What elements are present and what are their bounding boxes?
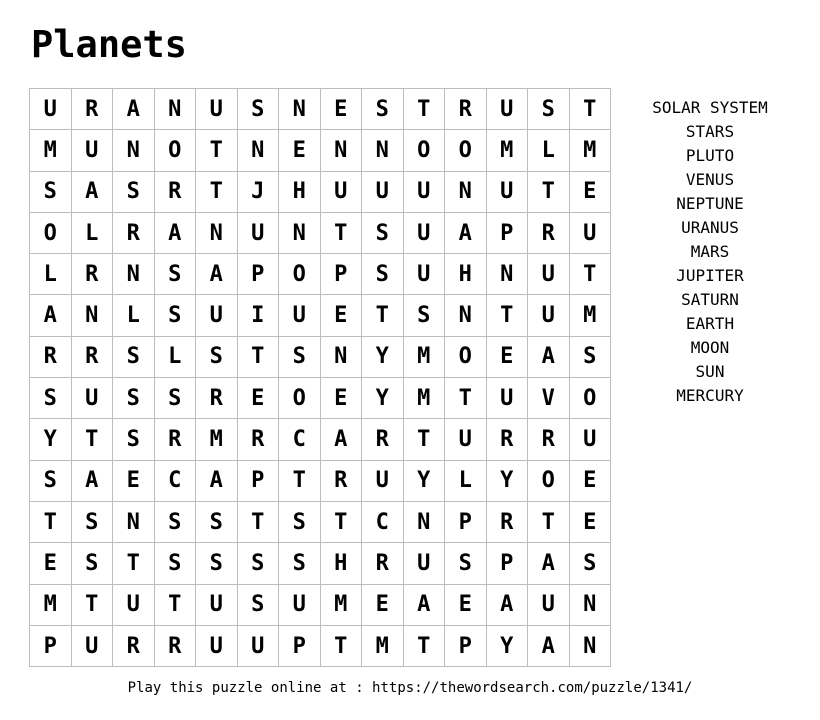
grid-cell[interactable]: U: [445, 419, 487, 460]
grid-cell[interactable]: U: [487, 378, 529, 419]
grid-cell[interactable]: L: [30, 254, 72, 295]
word-list-item: SUN: [695, 362, 725, 381]
grid-cell[interactable]: H: [321, 543, 363, 584]
grid-cell[interactable]: E: [570, 461, 612, 502]
word-list-item: SOLAR SYSTEM: [652, 98, 768, 117]
grid-cell[interactable]: N: [445, 295, 487, 336]
grid-cell[interactable]: T: [155, 585, 197, 626]
grid-cell[interactable]: U: [570, 419, 612, 460]
grid-cell[interactable]: T: [238, 502, 280, 543]
grid-cell[interactable]: M: [30, 585, 72, 626]
grid-cell[interactable]: P: [487, 543, 529, 584]
footer-link-text: Play this puzzle online at : https://thewordsearch.com/puzzle/1341/: [127, 680, 693, 696]
grid-cell[interactable]: T: [30, 502, 72, 543]
grid-cell[interactable]: O: [279, 254, 321, 295]
grid-cell[interactable]: T: [404, 419, 446, 460]
grid-cell[interactable]: L: [113, 295, 155, 336]
grid-cell[interactable]: U: [528, 254, 570, 295]
grid-cell[interactable]: U: [404, 254, 446, 295]
grid-cell[interactable]: A: [155, 213, 197, 254]
grid-cell[interactable]: N: [570, 626, 612, 667]
grid-cell[interactable]: L: [155, 337, 197, 378]
grid-cell[interactable]: T: [404, 89, 446, 130]
grid-cell[interactable]: P: [238, 254, 280, 295]
grid-cell[interactable]: R: [155, 626, 197, 667]
grid-cell[interactable]: I: [238, 295, 280, 336]
word-list: [620, 96, 800, 408]
grid-cell[interactable]: T: [445, 378, 487, 419]
grid-cell[interactable]: E: [445, 585, 487, 626]
grid-cell[interactable]: M: [404, 378, 446, 419]
grid-cell[interactable]: M: [196, 419, 238, 460]
grid-cell[interactable]: S: [30, 378, 72, 419]
grid-cell[interactable]: O: [570, 378, 612, 419]
grid-cell[interactable]: T: [362, 295, 404, 336]
grid-cell[interactable]: O: [155, 130, 197, 171]
grid-cell[interactable]: N: [238, 130, 280, 171]
grid-cell[interactable]: R: [155, 419, 197, 460]
grid-cell[interactable]: S: [30, 172, 72, 213]
grid-cell[interactable]: S: [528, 89, 570, 130]
grid-cell[interactable]: E: [321, 295, 363, 336]
grid-cell[interactable]: N: [196, 213, 238, 254]
grid-cell[interactable]: U: [279, 585, 321, 626]
grid-cell[interactable]: S: [445, 543, 487, 584]
grid-cell[interactable]: U: [362, 461, 404, 502]
grid-cell[interactable]: U: [238, 626, 280, 667]
grid-cell[interactable]: U: [238, 213, 280, 254]
grid-cell[interactable]: N: [279, 89, 321, 130]
grid-cell[interactable]: H: [279, 172, 321, 213]
grid-cell[interactable]: T: [238, 337, 280, 378]
grid-cell[interactable]: U: [362, 172, 404, 213]
grid-cell[interactable]: O: [528, 461, 570, 502]
grid-cell[interactable]: T: [72, 419, 114, 460]
grid-cell[interactable]: S: [113, 172, 155, 213]
grid-cell[interactable]: S: [238, 585, 280, 626]
grid-cell[interactable]: U: [404, 213, 446, 254]
grid-cell[interactable]: N: [404, 502, 446, 543]
grid-cell[interactable]: Y: [487, 626, 529, 667]
grid-cell[interactable]: M: [570, 295, 612, 336]
grid-cell[interactable]: S: [155, 254, 197, 295]
grid-cell[interactable]: M: [404, 337, 446, 378]
word-list-item: MARS: [690, 242, 730, 261]
grid-cell[interactable]: R: [362, 543, 404, 584]
grid-cell[interactable]: R: [238, 419, 280, 460]
grid-cell[interactable]: A: [487, 585, 529, 626]
grid-cell[interactable]: U: [528, 295, 570, 336]
grid-cell[interactable]: U: [72, 626, 114, 667]
grid-cell[interactable]: V: [528, 378, 570, 419]
grid-cell[interactable]: P: [238, 461, 280, 502]
grid-cell[interactable]: S: [196, 543, 238, 584]
grid-cell[interactable]: A: [528, 337, 570, 378]
grid-cell[interactable]: P: [445, 626, 487, 667]
grid-cell[interactable]: R: [72, 254, 114, 295]
grid-cell[interactable]: P: [30, 626, 72, 667]
grid-cell[interactable]: E: [362, 585, 404, 626]
grid-cell[interactable]: T: [321, 626, 363, 667]
grid-cell[interactable]: P: [321, 254, 363, 295]
grid-cell[interactable]: Y: [362, 337, 404, 378]
grid-cell[interactable]: A: [321, 419, 363, 460]
grid-cell[interactable]: U: [196, 89, 238, 130]
word-list-item: SATURN: [681, 290, 739, 309]
grid-cell[interactable]: S: [279, 502, 321, 543]
grid-cell[interactable]: T: [279, 461, 321, 502]
grid-cell[interactable]: N: [113, 130, 155, 171]
grid-cell[interactable]: S: [362, 89, 404, 130]
grid-cell[interactable]: T: [196, 130, 238, 171]
grid-cell[interactable]: C: [362, 502, 404, 543]
word-list-item: URANUS: [681, 218, 739, 237]
grid-cell[interactable]: N: [279, 213, 321, 254]
grid-cell[interactable]: T: [404, 626, 446, 667]
word-list-item: MOON: [690, 338, 730, 357]
grid-cell[interactable]: S: [155, 295, 197, 336]
grid-cell[interactable]: R: [113, 213, 155, 254]
grid-cell[interactable]: S: [155, 378, 197, 419]
grid-cell[interactable]: L: [445, 461, 487, 502]
grid-cell[interactable]: U: [113, 585, 155, 626]
letter-grid: [29, 88, 611, 667]
grid-cell[interactable]: U: [321, 172, 363, 213]
grid-cell[interactable]: R: [528, 213, 570, 254]
grid-cell[interactable]: Y: [487, 461, 529, 502]
grid-cell[interactable]: A: [445, 213, 487, 254]
grid-cell[interactable]: C: [155, 461, 197, 502]
grid-cell[interactable]: Y: [404, 461, 446, 502]
grid-cell[interactable]: S: [404, 295, 446, 336]
grid-cell[interactable]: N: [362, 130, 404, 171]
grid-cell[interactable]: L: [72, 213, 114, 254]
grid-cell[interactable]: M: [487, 130, 529, 171]
grid-cell[interactable]: E: [487, 337, 529, 378]
word-list-item: EARTH: [685, 314, 735, 333]
grid-cell[interactable]: R: [113, 626, 155, 667]
grid-cell[interactable]: S: [72, 543, 114, 584]
grid-cell[interactable]: A: [113, 89, 155, 130]
grid-cell[interactable]: T: [528, 502, 570, 543]
word-list-item: NEPTUNE: [676, 194, 744, 213]
grid-cell[interactable]: T: [321, 213, 363, 254]
grid-cell[interactable]: N: [445, 172, 487, 213]
grid-cell[interactable]: A: [528, 626, 570, 667]
grid-cell[interactable]: R: [445, 89, 487, 130]
word-list-item: MERCURY: [676, 386, 744, 405]
grid-cell[interactable]: H: [445, 254, 487, 295]
grid-cell[interactable]: M: [321, 585, 363, 626]
grid-cell[interactable]: S: [113, 378, 155, 419]
grid-cell[interactable]: U: [196, 295, 238, 336]
grid-cell[interactable]: N: [487, 254, 529, 295]
grid-cell[interactable]: E: [321, 378, 363, 419]
grid-cell[interactable]: S: [30, 461, 72, 502]
grid-cell[interactable]: Y: [362, 378, 404, 419]
grid-cell[interactable]: U: [570, 213, 612, 254]
grid-cell[interactable]: P: [445, 502, 487, 543]
grid-cell[interactable]: O: [445, 337, 487, 378]
grid-cell[interactable]: T: [528, 172, 570, 213]
grid-cell[interactable]: N: [72, 295, 114, 336]
grid-cell[interactable]: J: [238, 172, 280, 213]
grid-cell[interactable]: N: [321, 337, 363, 378]
grid-cell[interactable]: U: [196, 585, 238, 626]
grid-cell[interactable]: T: [321, 502, 363, 543]
grid-cell[interactable]: S: [196, 502, 238, 543]
grid-cell[interactable]: U: [528, 585, 570, 626]
grid-cell[interactable]: T: [113, 543, 155, 584]
grid-cell[interactable]: N: [155, 89, 197, 130]
grid-cell[interactable]: S: [113, 337, 155, 378]
grid-cell[interactable]: S: [279, 337, 321, 378]
grid-cell[interactable]: O: [404, 130, 446, 171]
grid-cell[interactable]: U: [487, 89, 529, 130]
grid-cell[interactable]: S: [155, 543, 197, 584]
grid-cell[interactable]: T: [570, 89, 612, 130]
grid-cell[interactable]: A: [30, 295, 72, 336]
grid-cell[interactable]: A: [196, 461, 238, 502]
grid-cell[interactable]: N: [570, 585, 612, 626]
word-list-item: STARS: [685, 122, 735, 141]
grid-cell[interactable]: U: [30, 89, 72, 130]
grid-cell[interactable]: N: [321, 130, 363, 171]
grid-cell[interactable]: U: [72, 130, 114, 171]
grid-cell[interactable]: S: [570, 543, 612, 584]
grid-cell[interactable]: S: [362, 254, 404, 295]
grid-cell[interactable]: S: [570, 337, 612, 378]
grid-cell[interactable]: A: [72, 172, 114, 213]
grid-cell[interactable]: U: [72, 378, 114, 419]
grid-cell[interactable]: S: [196, 337, 238, 378]
grid-cell[interactable]: E: [238, 378, 280, 419]
grid-cell[interactable]: N: [113, 254, 155, 295]
grid-cell[interactable]: A: [72, 461, 114, 502]
grid-cell[interactable]: O: [30, 213, 72, 254]
grid-cell[interactable]: U: [487, 172, 529, 213]
grid-cell[interactable]: P: [279, 626, 321, 667]
grid-cell[interactable]: R: [155, 172, 197, 213]
grid-cell[interactable]: C: [279, 419, 321, 460]
grid-cell[interactable]: S: [72, 502, 114, 543]
grid-cell[interactable]: U: [404, 543, 446, 584]
grid-cell[interactable]: S: [238, 543, 280, 584]
grid-cell[interactable]: L: [528, 130, 570, 171]
grid-cell[interactable]: O: [279, 378, 321, 419]
grid-cell[interactable]: R: [528, 419, 570, 460]
page-title: Planets: [31, 23, 187, 66]
grid-cell[interactable]: R: [196, 378, 238, 419]
grid-cell[interactable]: R: [487, 419, 529, 460]
grid-cell[interactable]: N: [113, 502, 155, 543]
grid-cell[interactable]: E: [113, 461, 155, 502]
grid-cell[interactable]: E: [321, 89, 363, 130]
grid-cell[interactable]: E: [30, 543, 72, 584]
grid-cell[interactable]: T: [72, 585, 114, 626]
grid-cell[interactable]: E: [279, 130, 321, 171]
grid-cell[interactable]: A: [528, 543, 570, 584]
grid-cell[interactable]: R: [321, 461, 363, 502]
grid-cell[interactable]: S: [113, 419, 155, 460]
grid-cell[interactable]: P: [487, 213, 529, 254]
grid-cell[interactable]: S: [155, 502, 197, 543]
grid-cell[interactable]: T: [570, 254, 612, 295]
grid-cell[interactable]: R: [72, 89, 114, 130]
grid-cell[interactable]: O: [445, 130, 487, 171]
grid-cell[interactable]: S: [362, 213, 404, 254]
grid-cell[interactable]: S: [238, 89, 280, 130]
grid-cell[interactable]: M: [362, 626, 404, 667]
grid-cell[interactable]: A: [404, 585, 446, 626]
grid-cell[interactable]: M: [570, 130, 612, 171]
grid-cell[interactable]: R: [72, 337, 114, 378]
grid-cell[interactable]: E: [570, 172, 612, 213]
grid-cell[interactable]: U: [196, 626, 238, 667]
word-list-item: JUPITER: [676, 266, 744, 285]
grid-cell[interactable]: A: [196, 254, 238, 295]
word-list-item: VENUS: [685, 170, 735, 189]
grid-cell[interactable]: U: [404, 172, 446, 213]
grid-cell[interactable]: R: [30, 337, 72, 378]
grid-cell[interactable]: U: [279, 295, 321, 336]
grid-cell[interactable]: R: [487, 502, 529, 543]
grid-cell[interactable]: S: [279, 543, 321, 584]
grid-cell[interactable]: T: [196, 172, 238, 213]
grid-cell[interactable]: R: [362, 419, 404, 460]
grid-cell[interactable]: Y: [30, 419, 72, 460]
word-list-item: PLUTO: [685, 146, 735, 165]
grid-cell[interactable]: E: [570, 502, 612, 543]
grid-cell[interactable]: T: [487, 295, 529, 336]
grid-cell[interactable]: M: [30, 130, 72, 171]
